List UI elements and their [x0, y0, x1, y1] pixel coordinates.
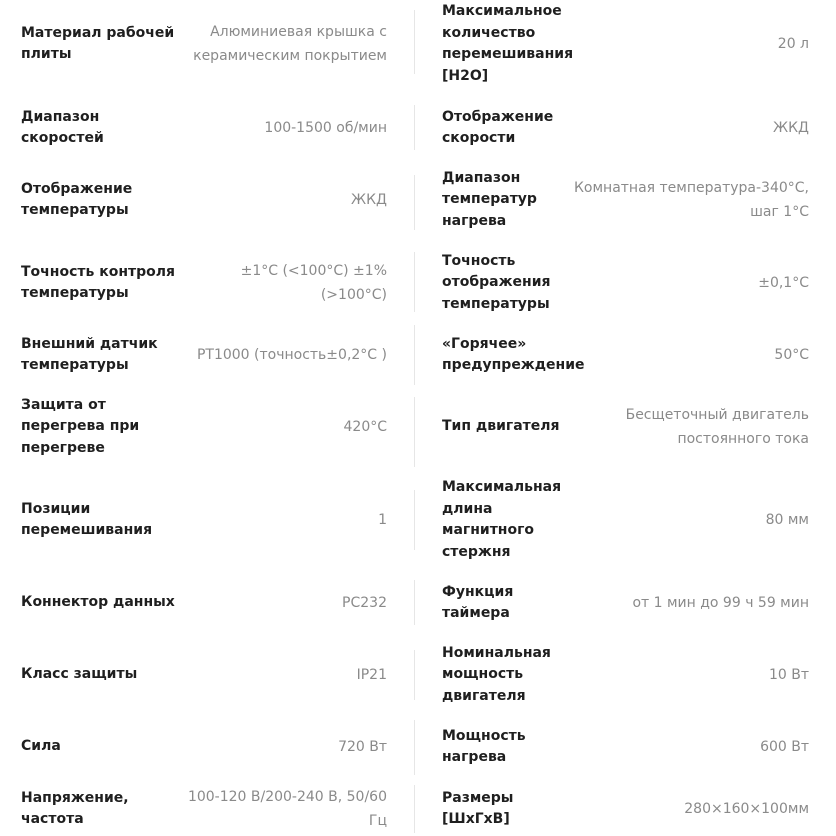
- spec-row: [0, 0, 414, 88]
- spec-label: Коннектор данных: [21, 594, 175, 611]
- spec-row: [414, 0, 836, 88]
- spec-label: Класс защиты: [21, 666, 138, 683]
- spec-row: [414, 399, 836, 455]
- spec-value: ЖКД: [351, 192, 387, 208]
- spec-row: [0, 168, 414, 232]
- spec-row: [0, 652, 414, 698]
- spec-label: Точность отображения температуры: [442, 252, 551, 312]
- spec-row: [414, 166, 836, 234]
- spec-row: [414, 331, 836, 379]
- spec-label: Функция таймера: [442, 583, 514, 621]
- spec-value: 50°C: [774, 347, 809, 363]
- spec-label: Сила: [21, 738, 61, 755]
- spec-label: Диапазон скоростей: [21, 108, 104, 146]
- spec-label: «Горячее» предупреждение: [442, 335, 585, 373]
- spec-value: 420°C: [343, 419, 387, 435]
- spec-value: ±0,1°C: [758, 275, 809, 291]
- spec-label: Внешний датчик температуры: [21, 335, 158, 373]
- spec-row: [0, 391, 414, 463]
- spec-value: 100-120 В/200-240 В, 50/60 Гц: [187, 789, 387, 829]
- spec-value: 100-1500 об/мин: [264, 120, 387, 136]
- spec-row: [0, 321, 414, 389]
- spec-value: РС232: [342, 595, 387, 611]
- spec-row: [0, 88, 414, 168]
- spec-row: [0, 580, 414, 626]
- spec-label: Тип двигателя: [442, 418, 560, 435]
- spec-value: 80 мм: [765, 512, 809, 528]
- spec-value: Комнатная температура-340°C, шаг 1°C: [573, 180, 809, 220]
- spec-label: Мощность нагрева: [442, 727, 526, 765]
- spec-value: от 1 мин до 99 ч 59 мин: [632, 595, 809, 611]
- spec-value: 600 Вт: [760, 739, 809, 755]
- spec-label: Позиции перемешивания: [21, 500, 153, 538]
- spec-label: Материал рабочей плиты: [21, 24, 175, 62]
- spec-row: [414, 476, 836, 564]
- spec-label: Отображение температуры: [21, 180, 133, 218]
- spec-value: ЖКД: [773, 120, 809, 136]
- spec-row: [0, 486, 414, 554]
- spec-value: 280×160×100мм: [684, 801, 809, 817]
- spec-value: 10 Вт: [768, 667, 809, 683]
- spec-value: 720 Вт: [338, 739, 387, 755]
- spec-label: Напряжение, частота: [21, 789, 129, 827]
- spec-row: [0, 724, 414, 770]
- spec-row: [0, 784, 414, 834]
- spec-label: Отображение скорости: [442, 108, 554, 146]
- spec-row: [414, 579, 836, 627]
- spec-label: Размеры [ШхГхВ]: [442, 789, 514, 827]
- spec-label: Номинальная мощность двигателя: [442, 644, 551, 704]
- spec-value: Бесщеточный двигатель постоянного тока: [625, 407, 809, 447]
- spec-row: [0, 249, 414, 317]
- spec-value: 1: [378, 512, 387, 528]
- spec-value: PT1000 (точность±0,2°C ): [196, 347, 387, 363]
- spec-row: [414, 249, 836, 317]
- spec-value: ±1°C (<100°C) ±1% (>100°C): [240, 263, 387, 303]
- spec-value: Алюминиевая крышка с керамическим покрытием: [193, 24, 387, 64]
- spec-value: IP21: [356, 667, 387, 683]
- spec-row: [414, 641, 836, 709]
- spec-row: [414, 785, 836, 833]
- spec-row: [414, 723, 836, 771]
- spec-label: Максимальная длина магнитного стержня: [442, 479, 562, 560]
- spec-value: 20 л: [777, 36, 809, 52]
- spec-row: [414, 104, 836, 152]
- spec-label: Диапазон температур нагрева: [442, 169, 537, 229]
- spec-label: Точность контроля температуры: [21, 263, 175, 301]
- spec-label: Максимальное количество перемешивания [H2O]: [442, 3, 574, 84]
- spec-label: Защита от перегрева при перегреве: [21, 396, 140, 456]
